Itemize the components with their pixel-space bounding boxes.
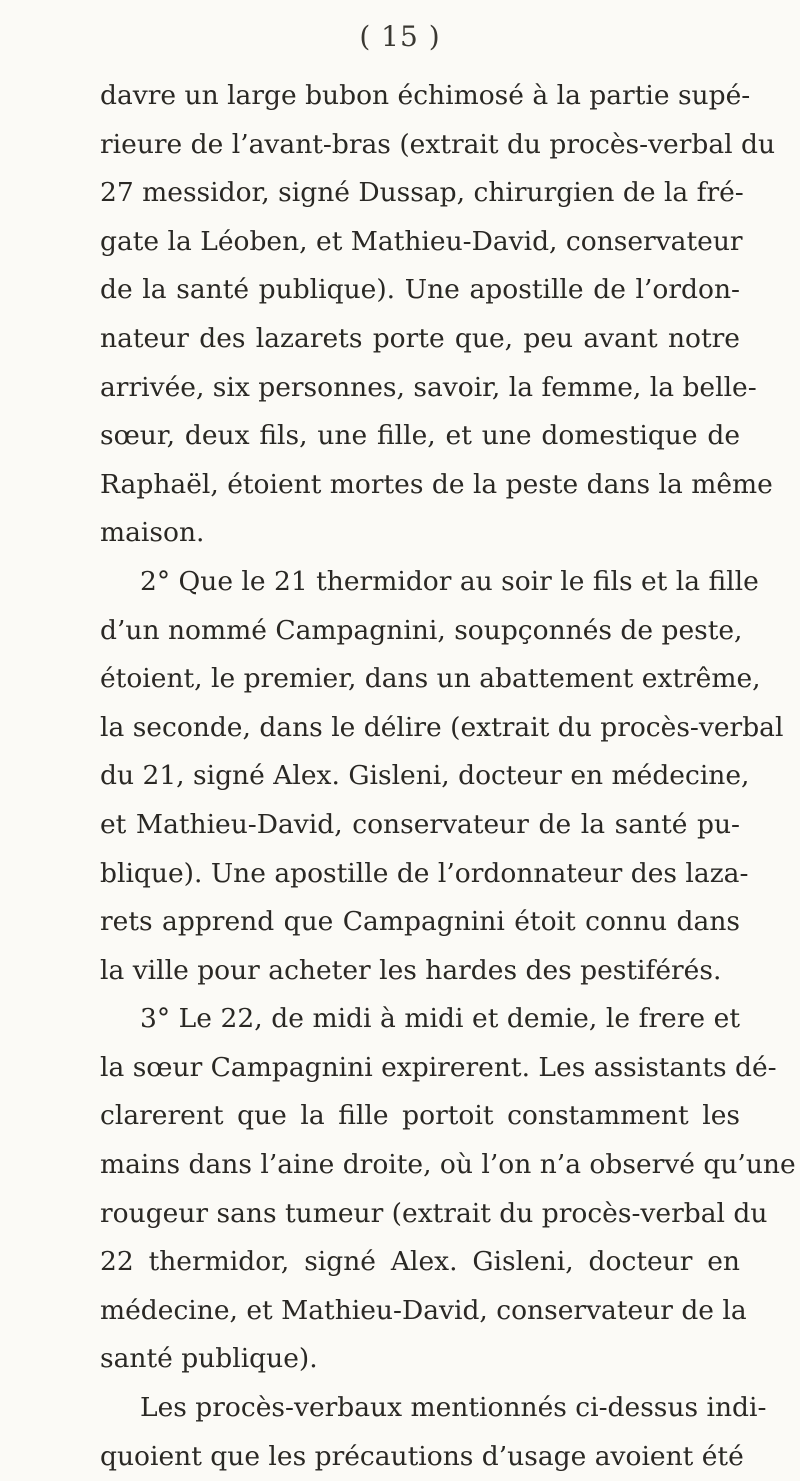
- paragraph-start: 2° Que le 21 thermidor au soir le fils et la fille: [140, 565, 759, 597]
- text-line: de la santé publique). Une apostille de l’ordon-: [100, 274, 740, 306]
- page-number: ( 15 ): [359, 20, 441, 53]
- text-line: rets apprend que Campagnini étoit connu dans: [100, 906, 740, 938]
- text-line: arrivée, six personnes, savoir, la femme, la belle-: [100, 371, 757, 403]
- text-line: santé publique).: [100, 1343, 318, 1375]
- text-line: maison.: [100, 517, 205, 549]
- text-line: la ville pour acheter les hardes des pestiférés.: [100, 954, 722, 986]
- text-line: 27 messidor, signé Dussap, chirurgien de la fré-: [100, 177, 744, 209]
- paragraph-start: 3° Le 22, de midi à midi et demie, le frere et: [140, 1003, 740, 1035]
- text-line: quoient que les précautions d’usage avoient été: [100, 1440, 744, 1472]
- text-line: mains dans l’aine droite, où l’on n’a observé qu’une: [100, 1149, 796, 1181]
- text-line: du 21, signé Alex. Gisleni, docteur en médecine,: [100, 760, 750, 792]
- text-line: gate la Léoben, et Mathieu-David, conservateur: [100, 225, 743, 257]
- text-line: 22 thermidor, signé Alex. Gisleni, docteur en: [100, 1246, 740, 1278]
- text-line: étoient, le premier, dans un abattement extrême,: [100, 663, 761, 695]
- text-line: rougeur sans tumeur (extrait du procès-verbal du: [100, 1197, 768, 1229]
- text-line: la sœur Campagnini expirerent. Les assistants dé-: [100, 1051, 777, 1083]
- text-line: et Mathieu-David, conservateur de la santé pu-: [100, 808, 740, 840]
- text-line: d’un nommé Campagnini, soupçonnés de peste,: [100, 614, 743, 646]
- text-line: sœur, deux fils, une fille, et une domestique de: [100, 420, 740, 452]
- text-line: blique). Une apostille de l’ordonnateur des laza-: [100, 857, 749, 889]
- text-line: davre un large bubon échimosé à la partie supé-: [100, 80, 751, 111]
- text-line: médecine, et Mathieu-David, conservateur de la: [100, 1294, 747, 1326]
- paragraph-start: Les procès-verbaux mentionnés ci-dessus indi-: [140, 1392, 767, 1424]
- text-line: nateur des lazarets porte que, peu avant notre: [100, 322, 740, 354]
- text-line: la seconde, dans le délire (extrait du procès-verbal: [100, 711, 784, 743]
- text-line: Raphaël, étoient mortes de la peste dans la même: [100, 468, 773, 500]
- text-line: clarerent que la fille portoit constamment les: [100, 1100, 740, 1132]
- text-line: rieure de l’avant-bras (extrait du procès-verbal du: [100, 128, 776, 160]
- body-text: [100, 72, 796, 1481]
